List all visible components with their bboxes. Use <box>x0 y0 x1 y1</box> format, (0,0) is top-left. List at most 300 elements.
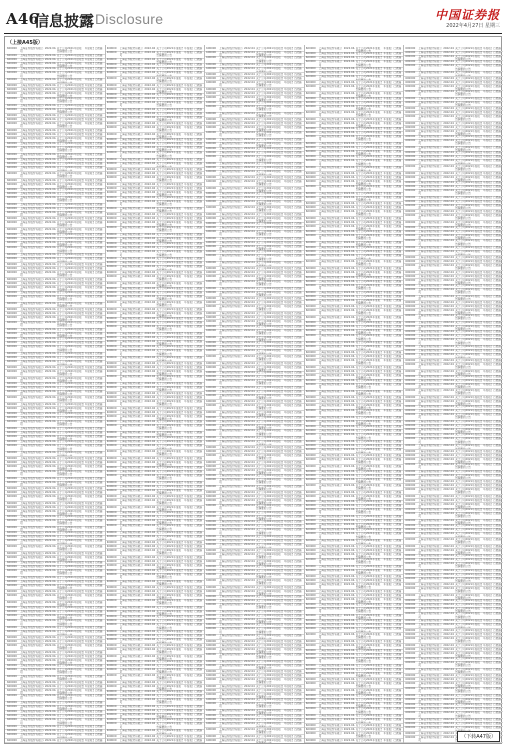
disclosure-type: 年度报 <box>184 67 193 71</box>
disclosure-name: 上海证券股份有限公司 <box>20 412 44 416</box>
disclosure-code: 600000 <box>107 457 119 461</box>
disclosure-name: 上海证券股份有限公司 <box>319 682 343 689</box>
disclosure-name: 上海证券股份有限公司 <box>20 104 44 108</box>
disclosure-name: 上海证券股份有限公司 <box>20 444 44 451</box>
disclosure-name: 上海证券股份有限公司 <box>319 491 343 495</box>
disclosure-desc: 关于公司2021年度报告摘要的公告 <box>156 200 183 207</box>
disclosure-name: 上海证券股份有限公司 <box>418 288 442 295</box>
disclosure-name: 上海证券股份有限公司 <box>219 491 243 495</box>
disclosure-code: 600000 <box>7 710 19 714</box>
disclosure-type: 年度报 <box>383 225 392 230</box>
disclosure-type: 年度报 <box>85 610 94 614</box>
disclosure-date: 2022.04 <box>443 599 454 603</box>
disclosure-type: 年度报 <box>483 111 492 115</box>
disclosure-date: 2022.04 <box>45 108 56 113</box>
disclosure-date: 2022.04 <box>344 355 355 359</box>
disclosure-date: 2022.04 <box>244 47 255 51</box>
disclosure-status: 已披露 <box>95 221 104 228</box>
disclosure-type: 年度报 <box>184 158 193 162</box>
disclosure-type: 年度报 <box>383 465 392 470</box>
disclosure-status: 已披露 <box>294 192 303 196</box>
disclosure-code: 600000 <box>405 305 417 309</box>
disclosure-date: 2022.04 <box>344 47 355 52</box>
disclosure-type: 年度报 <box>483 454 492 458</box>
disclosure-status: 已披露 <box>95 345 104 352</box>
disclosure-code: 600000 <box>306 305 318 309</box>
disclosure-type: 年度报 <box>184 440 193 444</box>
disclosure-date: 2022.04 <box>443 330 454 334</box>
disclosure-type: 年度报 <box>483 499 492 503</box>
disclosure-status: 已披露 <box>493 694 502 698</box>
disclosure-desc: 关于公司2021年度报告 <box>455 375 482 379</box>
disclosure-desc: 关于公司2021年度报告 <box>455 126 482 130</box>
disclosure-type: 年度报 <box>483 314 492 321</box>
disclosure-status: 已披露 <box>95 271 104 278</box>
disclosure-desc: 关于公司2021年度报告摘要的公告 <box>156 116 183 121</box>
disclosure-date: 2022.04 <box>344 246 355 250</box>
disclosure-type: 年度报 <box>483 135 492 139</box>
disclosure-name: 上海证券股份有限公司 <box>418 301 442 305</box>
disclosure-desc: 关于公司2021年度报告 <box>57 237 84 241</box>
disclosure-status: 已披露 <box>194 619 203 623</box>
disclosure-status: 已披露 <box>95 461 104 465</box>
disclosure-type: 年度报 <box>85 228 94 233</box>
disclosure-code: 600000 <box>405 718 417 722</box>
disclosure-code: 600000 <box>206 739 218 743</box>
disclosure-desc: 关于公司2021年度报告 <box>455 678 482 682</box>
disclosure-type: 年度报 <box>184 221 193 226</box>
disclosure-desc: 关于公司2021年度报告摘要的公告 <box>156 655 183 660</box>
disclosure-name: 上海证券股份有限公司 <box>319 329 343 334</box>
disclosure-name: 上海证券股份有限公司 <box>20 166 44 171</box>
disclosure-name: 上海证券股份有限公司 <box>219 674 243 678</box>
disclosure-name: 上海证券股份有限公司 <box>219 718 243 722</box>
disclosure-status: 已披露 <box>194 257 203 261</box>
disclosure-status: 已披露 <box>493 711 502 718</box>
disclosure-code: 600000 <box>405 284 417 288</box>
disclosure-status: 已披露 <box>294 520 303 524</box>
disclosure-date: 2022.04 <box>144 250 155 257</box>
disclosure-code: 600000 <box>7 337 19 341</box>
disclosure-date: 2022.04 <box>344 127 355 131</box>
disclosure-type: 年度报 <box>383 590 392 594</box>
column-divider <box>403 45 404 743</box>
disclosure-name: 上海证券股份有限公司 <box>120 515 144 519</box>
disclosure-desc: 关于公司2021年度报告摘要的公告 <box>57 108 84 113</box>
disclosure-code: 600000 <box>206 485 218 490</box>
disclosure-desc: 关于公司2021年度报告摘要的公告 <box>57 584 84 589</box>
disclosure-status: 已披露 <box>294 420 303 424</box>
disclosure-date: 2022.04 <box>144 648 155 655</box>
disclosure-code: 600000 <box>405 480 417 484</box>
disclosure-date: 2022.04 <box>244 586 255 590</box>
disclosure-date: 2022.04 <box>144 133 155 138</box>
disclosure-name: 上海证券股份有限公司 <box>219 429 243 436</box>
disclosure-status: 已披露 <box>194 450 203 457</box>
disclosure-type: 年度报 <box>383 341 392 345</box>
disclosure-name: 上海证券股份有限公司 <box>418 409 442 413</box>
disclosure-date: 2022.04 <box>45 739 56 743</box>
disclosure-name: 上海证券股份有限公司 <box>418 295 442 300</box>
disclosure-type: 年度报 <box>284 267 293 271</box>
disclosure-type: 年度报 <box>184 718 193 722</box>
disclosure-status: 已披露 <box>95 664 104 668</box>
disclosure-status: 已披露 <box>194 400 203 407</box>
disclosure-type: 年度报 <box>284 305 293 312</box>
disclosure-name: 上海证券股份有限公司 <box>20 465 44 470</box>
disclosure-code: 600000 <box>107 440 119 444</box>
disclosure-date: 2022.04 <box>344 575 355 579</box>
disclosure-date: 2022.04 <box>443 587 454 594</box>
disclosure-name: 上海证券股份有限公司 <box>319 230 343 234</box>
disclosure-status: 已披露 <box>194 112 203 116</box>
disclosure-date: 2022.04 <box>144 400 155 407</box>
disclosure-status: 已披露 <box>95 207 104 211</box>
disclosure-status: 已披露 <box>95 295 104 302</box>
disclosure-name: 上海证券股份有限公司 <box>120 499 144 506</box>
disclosure-desc: 关于公司2021年度报告 <box>156 690 183 694</box>
disclosure-code: 600000 <box>7 377 19 382</box>
disclosure-desc: 关于公司2021年度报告 <box>455 107 482 111</box>
disclosure-name: 上海证券股份有限公司 <box>219 362 243 366</box>
disclosure-code: 600000 <box>206 96 218 101</box>
disclosure-code: 600000 <box>306 101 318 105</box>
disclosure-code: 600000 <box>306 351 318 355</box>
disclosure-status: 已披露 <box>493 314 502 321</box>
disclosure-desc: 关于公司2021年度报告 <box>156 168 183 172</box>
disclosure-name: 上海证券股份有限公司 <box>219 237 243 241</box>
disclosure-code: 600000 <box>107 420 119 424</box>
disclosure-desc: 关于公司2021年度报告 <box>57 580 84 584</box>
disclosure-type: 年度报 <box>184 648 193 655</box>
disclosure-status: 已披露 <box>493 612 502 619</box>
disclosure-status: 已披露 <box>393 678 402 682</box>
disclosure-name: 上海证券股份有限公司 <box>120 489 144 494</box>
disclosure-desc: 关于公司2021年度报告 <box>156 590 183 594</box>
disclosure-status: 已披露 <box>493 389 502 396</box>
disclosure-status: 已披露 <box>393 122 402 127</box>
disclosure-date: 2022.04 <box>144 674 155 681</box>
disclosure-name: 上海证券股份有限公司 <box>319 409 343 416</box>
disclosure-desc: 关于公司2021年度报告 <box>455 210 482 214</box>
disclosure-name: 上海证券股份有限公司 <box>20 561 44 565</box>
disclosure-desc: 关于公司2021年度报告 <box>455 47 482 51</box>
disclosure-column <box>105 45 205 743</box>
disclosure-desc: 关于公司2021年度报告摘要的公告 <box>156 126 183 133</box>
disclosure-desc: 关于公司2021年度报告摘要的公告 <box>57 556 84 561</box>
disclosure-code: 600000 <box>306 724 318 728</box>
disclosure-code: 600000 <box>7 172 19 179</box>
disclosure-status: 已披露 <box>294 504 303 511</box>
disclosure-status: 已披露 <box>194 531 203 535</box>
disclosure-type: 年度报 <box>483 260 492 264</box>
disclosure-name: 上海证券股份有限公司 <box>120 162 144 167</box>
disclosure-desc: 关于公司2021年度报告摘要的公告 <box>156 325 183 332</box>
disclosure-code: 600000 <box>206 217 218 222</box>
disclosure-type: 年度报 <box>284 170 293 175</box>
disclosure-desc: 关于公司2021年度报告摘要的公告 <box>356 92 383 97</box>
disclosure-name: 上海证券股份有限公司 <box>219 618 243 623</box>
disclosure-code: 600000 <box>107 308 119 312</box>
disclosure-name: 上海证券股份有限公司 <box>219 560 243 565</box>
disclosure-type: 年度报 <box>383 623 392 627</box>
disclosure-code: 600000 <box>7 71 19 78</box>
disclosure-type: 年度报 <box>383 210 392 217</box>
disclosure-date: 2022.04 <box>344 644 355 649</box>
disclosure-desc: 关于公司2021年度报告 <box>256 474 283 478</box>
disclosure-date: 2022.04 <box>344 105 355 110</box>
disclosure-code: 600000 <box>306 329 318 334</box>
disclosure-date: 2022.04 <box>443 474 454 479</box>
disclosure-name: 上海证券股份有限公司 <box>418 159 442 164</box>
disclosure-type: 年度报 <box>383 558 392 565</box>
disclosure-date: 2022.04 <box>344 280 355 284</box>
disclosure-name: 上海证券股份有限公司 <box>319 724 343 728</box>
disclosure-type: 年度报 <box>284 379 293 386</box>
disclosure-desc: 关于公司2021年度报告 <box>356 594 383 598</box>
disclosure-desc: 关于公司2021年度报告摘要的公告 <box>256 305 283 312</box>
disclosure-status: 已披露 <box>493 155 502 159</box>
disclosure-desc: 关于公司2021年度报告摘要的公告 <box>57 659 84 664</box>
disclosure-date: 2022.04 <box>244 222 255 226</box>
disclosure-date: 2022.04 <box>45 282 56 286</box>
disclosure-status: 已披露 <box>95 685 104 689</box>
disclosure-name: 上海证券股份有限公司 <box>20 316 44 321</box>
disclosure-desc: 关于公司2021年度报告摘要的公告 <box>156 599 183 606</box>
disclosure-desc: 关于公司2021年度报告 <box>356 623 383 627</box>
disclosure-code: 600000 <box>306 122 318 127</box>
disclosure-date: 2022.04 <box>45 664 56 668</box>
disclosure-status: 已披露 <box>393 575 402 579</box>
disclosure-code: 600000 <box>405 633 417 637</box>
disclosure-type: 年度报 <box>383 383 392 390</box>
disclosure-type: 年度报 <box>184 265 193 270</box>
disclosure-desc: 关于公司2021年度报告 <box>256 660 283 664</box>
disclosure-name: 上海证券股份有限公司 <box>219 499 243 504</box>
disclosure-status: 已披露 <box>393 180 402 185</box>
disclosure-name: 上海证券股份有限公司 <box>120 606 144 610</box>
disclosure-code: 600000 <box>405 64 417 71</box>
disclosure-type: 年度报 <box>184 200 193 207</box>
disclosure-status: 已披露 <box>294 155 303 162</box>
disclosure-code: 600000 <box>107 644 119 648</box>
disclosure-desc: 关于公司2021年度报告摘要的公告 <box>156 295 183 300</box>
disclosure-desc: 关于公司2021年度报告摘要的公告 <box>356 448 383 453</box>
disclosure-date: 2022.04 <box>344 379 355 383</box>
disclosure-code: 600000 <box>7 316 19 321</box>
disclosure-date: 2022.04 <box>144 549 155 556</box>
disclosure-desc: 关于公司2021年度报告 <box>156 420 183 424</box>
disclosure-date: 2022.04 <box>144 340 155 345</box>
disclosure-desc: 关于公司2021年度报告摘要的公告 <box>156 71 183 76</box>
disclosure-name: 上海证券股份有限公司 <box>319 374 343 379</box>
disclosure-date: 2022.04 <box>443 484 454 488</box>
disclosure-code: 600000 <box>7 451 19 456</box>
disclosure-date: 2022.04 <box>45 295 56 302</box>
disclosure-code: 600000 <box>107 648 119 655</box>
disclosure-name: 上海证券股份有限公司 <box>20 233 44 237</box>
disclosure-name: 上海证券股份有限公司 <box>120 362 144 366</box>
disclosure-desc: 关于公司2021年度报告 <box>455 379 482 383</box>
disclosure-name: 上海证券股份有限公司 <box>120 340 144 345</box>
disclosure-status: 已披露 <box>493 573 502 577</box>
disclosure-status: 已披露 <box>294 325 303 329</box>
disclosure-type: 年度报 <box>184 436 193 440</box>
disclosure-desc: 关于公司2021年度报告 <box>256 735 283 739</box>
disclosure-code: 600000 <box>107 77 119 84</box>
disclosure-type: 年度报 <box>184 340 193 345</box>
disclosure-type: 年度报 <box>483 130 492 135</box>
disclosure-status: 已披露 <box>493 722 502 726</box>
disclosure-status: 已披露 <box>294 614 303 618</box>
disclosure-code: 600000 <box>405 155 417 159</box>
disclosure-name: 上海证券股份有限公司 <box>319 316 343 321</box>
disclosure-name: 上海证券股份有限公司 <box>319 56 343 60</box>
disclosure-type: 年度报 <box>284 400 293 404</box>
disclosure-type: 年度报 <box>383 250 392 254</box>
disclosure-date: 2022.04 <box>244 524 255 528</box>
disclosure-date: 2022.04 <box>45 606 56 610</box>
disclosure-status: 已披露 <box>194 407 203 411</box>
disclosure-status: 已披露 <box>493 718 502 722</box>
disclosure-date: 2022.04 <box>244 648 255 653</box>
disclosure-desc: 关于公司2021年度报告摘要的公告 <box>57 183 84 188</box>
disclosure-type: 年度报 <box>85 689 94 694</box>
disclosure-date: 2022.04 <box>45 675 56 680</box>
disclosure-name: 上海证券股份有限公司 <box>120 623 144 630</box>
disclosure-date: 2022.04 <box>144 325 155 332</box>
disclosure-type: 年度报 <box>284 722 293 727</box>
disclosure-status: 已披露 <box>294 670 303 674</box>
disclosure-date: 2022.04 <box>443 405 454 409</box>
disclosure-desc: 关于公司2021年度报告 <box>455 396 482 400</box>
disclosure-name: 上海证券股份有限公司 <box>418 420 442 424</box>
disclosure-status: 已披露 <box>393 192 402 196</box>
disclosure-desc: 关于公司2021年度报告 <box>156 321 183 325</box>
disclosure-desc: 关于公司2021年度报告 <box>455 703 482 707</box>
disclosure-date: 2022.04 <box>443 151 454 155</box>
disclosure-type: 年度报 <box>85 718 94 725</box>
disclosure-date: 2022.04 <box>45 681 56 685</box>
disclosure-status: 已披露 <box>194 690 203 694</box>
disclosure-status: 已披露 <box>294 254 303 261</box>
disclosure-status: 已披露 <box>194 356 203 361</box>
disclosure-desc: 关于公司2021年度报告 <box>455 230 482 234</box>
disclosure-date: 2022.04 <box>244 180 255 187</box>
disclosure-status: 已披露 <box>95 233 104 237</box>
disclosure-desc: 关于公司2021年度报告 <box>256 297 283 301</box>
disclosure-desc: 关于公司2021年度报告摘要的公告 <box>256 320 283 325</box>
disclosure-name: 上海证券股份有限公司 <box>418 587 442 594</box>
disclosure-name: 上海证券股份有限公司 <box>319 206 343 210</box>
disclosure-status: 已披露 <box>95 675 104 680</box>
disclosure-desc: 关于公司2021年度报告 <box>455 480 482 484</box>
disclosure-code: 600000 <box>107 541 119 545</box>
disclosure-type: 年度报 <box>284 151 293 155</box>
disclosure-name: 上海证券股份有限公司 <box>219 162 243 166</box>
disclosure-name: 上海证券股份有限公司 <box>418 349 442 353</box>
disclosure-name: 上海证券股份有限公司 <box>319 515 343 519</box>
disclosure-type: 年度报 <box>85 192 94 196</box>
disclosure-name: 上海证券股份有限公司 <box>120 88 144 93</box>
disclosure-name: 上海证券股份有限公司 <box>319 657 343 664</box>
disclosure-desc: 关于公司2021年度报告摘要的公告 <box>356 553 383 558</box>
disclosure-status: 已披露 <box>95 162 104 166</box>
disclosure-status: 已披露 <box>294 474 303 478</box>
disclosure-name: 上海证券股份有限公司 <box>319 549 343 553</box>
disclosure-name: 上海证券股份有限公司 <box>120 660 144 664</box>
disclosure-type: 年度报 <box>383 539 392 544</box>
disclosure-name: 上海证券股份有限公司 <box>418 325 442 330</box>
disclosure-name: 上海证券股份有限公司 <box>219 271 243 275</box>
disclosure-code: 600000 <box>206 660 218 664</box>
disclosure-status: 已披露 <box>95 241 104 246</box>
disclosure-type: 年度报 <box>284 461 293 465</box>
disclosure-code: 600000 <box>7 321 19 328</box>
disclosure-type: 年度报 <box>284 543 293 548</box>
disclosure-name: 上海证券股份有限公司 <box>120 295 144 300</box>
disclosure-type: 年度报 <box>284 226 293 230</box>
disclosure-date: 2022.04 <box>144 370 155 375</box>
disclosure-name: 上海证券股份有限公司 <box>319 416 343 420</box>
disclosure-status: 已披露 <box>95 710 104 714</box>
disclosure-date: 2022.04 <box>244 118 255 122</box>
disclosure-status: 已披露 <box>95 495 104 502</box>
disclosure-code: 600000 <box>206 565 218 569</box>
disclosure-status: 已披露 <box>294 634 303 639</box>
disclosure-type: 年度报 <box>284 549 293 553</box>
disclosure-desc: 关于公司2021年度报告摘要的公告 <box>156 101 183 108</box>
disclosure-status: 已披露 <box>95 211 104 216</box>
disclosure-desc: 关于公司2021年度报告 <box>256 147 283 151</box>
disclosure-status: 已披露 <box>493 707 502 711</box>
disclosure-date: 2022.04 <box>344 81 355 85</box>
disclosure-desc: 关于公司2021年度报告摘要的公告 <box>356 404 383 409</box>
disclosure-status: 已披露 <box>95 54 104 58</box>
disclosure-name: 上海证券股份有限公司 <box>418 437 442 444</box>
disclosure-date: 2022.04 <box>244 739 255 743</box>
disclosure-desc: 关于公司2021年度报告 <box>57 531 84 535</box>
disclosure-code: 600000 <box>7 606 19 610</box>
disclosure-name: 上海证券股份有限公司 <box>120 674 144 681</box>
disclosure-name: 上海证券股份有限公司 <box>219 250 243 254</box>
disclosure-name: 上海证券股份有限公司 <box>418 176 442 181</box>
disclosure-code: 600000 <box>306 694 318 698</box>
disclosure-status: 已披露 <box>95 360 104 365</box>
disclosure-desc: 关于公司2021年度报告 <box>156 84 183 88</box>
disclosure-name: 上海证券股份有限公司 <box>319 627 343 632</box>
disclosure-status: 已披露 <box>393 276 402 280</box>
disclosure-type: 年度报 <box>284 528 293 535</box>
disclosure-date: 2022.04 <box>144 644 155 648</box>
disclosure-desc: 关于公司2021年度报告 <box>455 420 482 424</box>
disclosure-type: 年度报 <box>85 630 94 635</box>
disclosure-code: 600000 <box>107 681 119 685</box>
disclosure-type: 年度报 <box>483 210 492 214</box>
disclosure-code: 600000 <box>7 390 19 395</box>
disclosure-type: 年度报 <box>383 221 392 225</box>
disclosure-desc: 关于公司2021年度报告 <box>57 487 84 491</box>
disclosure-name: 上海证券股份有限公司 <box>418 674 442 678</box>
disclosure-date: 2022.04 <box>45 291 56 295</box>
disclosure-type: 年度报 <box>85 561 94 565</box>
disclosure-desc: 关于公司2021年度报告摘要的公告 <box>256 56 283 63</box>
disclosure-date: 2022.04 <box>144 461 155 466</box>
disclosure-desc: 关于公司2021年度报告摘要的公告 <box>455 221 482 226</box>
disclosure-status: 已披露 <box>493 687 502 694</box>
disclosure-type: 年度报 <box>85 267 94 271</box>
disclosure-type: 年度报 <box>184 142 193 146</box>
